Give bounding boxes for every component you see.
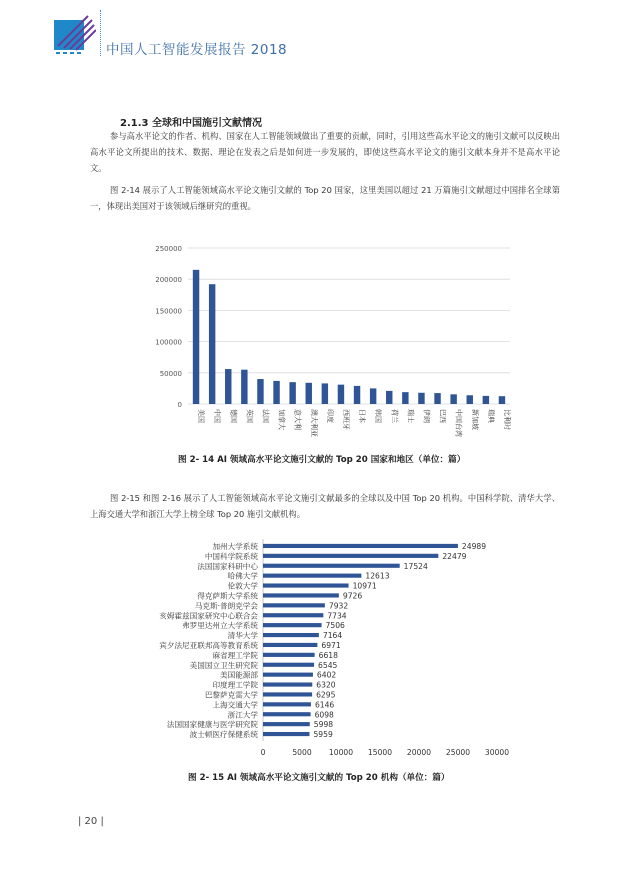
y-tick-label: 50000 (159, 369, 182, 378)
x-tick-label: 0 (260, 748, 266, 757)
section-heading: 2.1.3 全球和中国施引文献情况 (120, 118, 262, 129)
value-label: 6146 (314, 700, 335, 710)
x-tick-label: 加拿大 (277, 409, 286, 430)
category-label: 美国国立卫生研究院 (189, 660, 258, 670)
y-tick-label: 150000 (155, 307, 182, 316)
category-label: 弗罗里达州立大学系统 (182, 621, 258, 631)
bar (263, 653, 315, 657)
bar (263, 673, 313, 677)
header-divider (100, 10, 101, 56)
value-label: 7932 (328, 601, 349, 611)
bar (418, 393, 424, 404)
x-tick-label: 德国 (229, 409, 238, 423)
value-label: 6618 (318, 650, 338, 660)
bar (263, 692, 312, 696)
value-label: 24989 (461, 541, 487, 551)
bar (434, 393, 440, 404)
category-label: 巴黎萨克雷大学 (204, 690, 258, 700)
value-label: 6971 (321, 640, 341, 650)
x-tick-label: 瑞典 (486, 409, 495, 423)
bar (402, 392, 408, 404)
bar (263, 722, 310, 726)
category-label: 上海交通大学 (212, 700, 258, 710)
category-label: 加州大学系统 (212, 541, 258, 551)
y-tick-label: 250000 (155, 245, 182, 253)
page-number: | 20 | (78, 816, 104, 827)
x-tick-label: 25000 (445, 748, 471, 757)
bar (306, 383, 312, 404)
bar (263, 643, 317, 647)
bar (263, 564, 400, 568)
category-label: 伦敦大学 (227, 581, 258, 591)
x-tick-label: 日本 (358, 409, 367, 423)
bar (322, 383, 328, 404)
value-label: 7164 (322, 631, 343, 641)
category-label: 法国国家科研中心 (197, 561, 258, 571)
value-label: 10971 (352, 581, 377, 591)
bar (370, 388, 376, 404)
bar (386, 391, 392, 404)
category-label: 亥姆霍兹国家研究中心联合会 (159, 611, 258, 621)
bar (263, 603, 325, 607)
bar (450, 394, 456, 404)
bar (263, 702, 311, 706)
bar (263, 583, 349, 587)
category-label: 印度理工学院 (212, 680, 258, 690)
value-label: 6402 (316, 670, 337, 680)
value-label: 22479 (442, 551, 467, 561)
bar (257, 379, 263, 404)
bar (263, 593, 339, 597)
value-label: 6545 (318, 660, 338, 670)
value-label: 5998 (313, 720, 334, 730)
x-tick-label: 10000 (328, 748, 354, 757)
x-tick-label: 瑞士 (406, 409, 415, 423)
bar (289, 382, 295, 404)
value-label: 6295 (316, 690, 336, 700)
x-tick-label: 英国 (245, 409, 254, 423)
category-label: 宾夕法尼亚联邦高等教育系统 (159, 640, 258, 650)
bar (263, 613, 323, 617)
x-tick-label: 法国 (261, 409, 270, 423)
figure-2-15-caption: 图 2- 15 AI 领域高水平论文施引文献的 Top 20 机构（单位：篇） (188, 773, 450, 783)
value-label: 6098 (314, 710, 334, 720)
x-tick-label: 荷兰 (390, 409, 399, 423)
category-label: 法国国家健康与医学研究院 (166, 720, 258, 730)
bar (241, 370, 247, 404)
x-tick-label: 伊朗 (422, 409, 431, 423)
category-label: 马克斯·普朗克学会 (194, 601, 258, 611)
bar (263, 633, 319, 637)
paragraph-1: 参与高水平论文的作者、机构、国家在人工智能领域做出了重要的贡献，同时，引用这些高水平论文的施引文献可以反映出高水平论文所提出的技术、数据、理论在发表之后是如何进一步发展的，即使这些高水平论文的施引文献本身并不是高水平论文。 (90, 131, 560, 173)
y-tick-label: 0 (177, 401, 182, 409)
country-citations-chart (150, 240, 530, 440)
category-label: 浙江大学 (227, 710, 258, 720)
bar (193, 270, 199, 404)
bar (225, 369, 231, 404)
x-tick-label: 5000 (292, 748, 312, 757)
bar (209, 284, 215, 404)
value-label: 5959 (313, 730, 333, 740)
bar (354, 386, 360, 404)
value-label: 7734 (327, 611, 347, 621)
x-tick-label: 巴西 (438, 409, 447, 423)
institution-citations-chart (100, 534, 530, 764)
x-tick-label: 澳大利亚 (309, 409, 318, 437)
bar (273, 381, 279, 404)
bar (263, 682, 312, 686)
x-tick-label: 意大利 (293, 409, 302, 430)
bar (499, 396, 505, 404)
category-label: 麻省理工学院 (212, 650, 258, 660)
value-label: 9726 (342, 591, 363, 601)
bar (263, 544, 458, 548)
bar (467, 395, 473, 404)
category-label: 哈佛大学 (227, 571, 258, 581)
figure-2-14-caption: 图 2- 14 AI 领域高水平论文施引文献的 Top 20 国家和地区（单位：篇） (178, 455, 466, 465)
category-label: 美国能源部 (220, 670, 258, 680)
value-label: 17524 (403, 561, 428, 571)
bar (263, 554, 438, 558)
report-title: 中国人工智能发展报告 2018 (106, 42, 288, 58)
x-tick-label: 西班牙 (341, 409, 350, 430)
x-tick-label: 20000 (406, 748, 432, 757)
x-tick-label: 15000 (367, 748, 393, 757)
y-tick-label: 100000 (155, 338, 182, 347)
category-label: 得克萨斯大学系统 (197, 591, 258, 601)
x-tick-label: 30000 (484, 748, 510, 757)
report-logo (54, 14, 96, 56)
bar (263, 712, 311, 716)
x-tick-label: 比利时 (502, 409, 511, 430)
x-tick-label: 美国 (197, 409, 206, 423)
value-label: 12613 (365, 571, 390, 581)
value-label: 7506 (325, 621, 345, 631)
x-tick-label: 中国 (213, 409, 222, 423)
paragraph-3: 图 2-15 和图 2-16 展示了人工智能领域高水平论文施引文献最多的全球以及中国 Top 20 机构。中国科学院、清华大学、上海交通大学和浙江大学上榜全球 Top 20 施引文献机构。 (90, 493, 560, 519)
x-tick-label: 印度 (325, 409, 334, 423)
paragraph-2: 图 2-14 展示了人工智能领域高水平论文施引文献的 Top 20 国家，这里美国以超过 21 万篇施引文献超过中国排名全球第一，体现出美国对于该领域后继研究的重视。 (90, 185, 560, 211)
bar (338, 385, 344, 404)
category-label: 清华大学 (227, 631, 258, 641)
category-label: 中国科学院系统 (204, 551, 258, 561)
bar (263, 663, 314, 667)
bar (263, 623, 322, 627)
bar (483, 396, 489, 404)
x-tick-label: 新加坡 (470, 409, 479, 430)
x-tick-label: 中国台湾 (454, 409, 463, 437)
x-tick-label: 韩国 (374, 409, 383, 423)
bar (263, 732, 309, 736)
value-label: 6320 (316, 680, 336, 690)
category-label: 波士顿医疗保健系统 (189, 730, 258, 740)
bar (263, 574, 361, 578)
y-tick-label: 200000 (155, 276, 182, 285)
